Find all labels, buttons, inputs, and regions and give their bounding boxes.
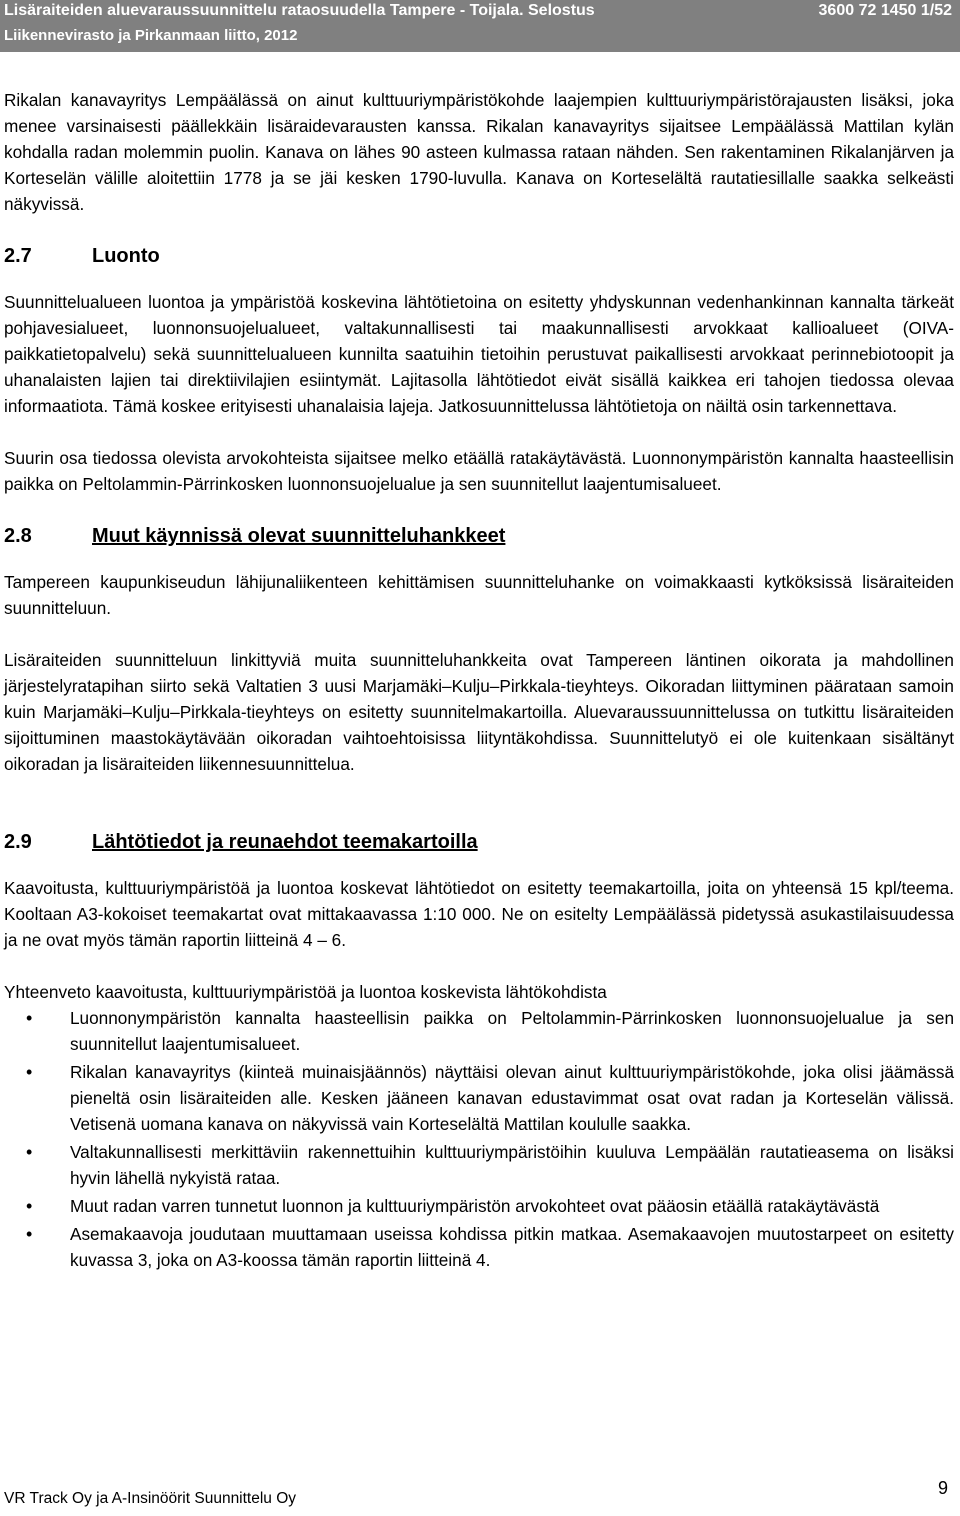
- footer-company: VR Track Oy ja A-Insinöörit Suunnittelu Oy: [4, 1490, 297, 1507]
- section-2-7-paragraph-2: Suurin osa tiedossa olevista arvokohteista sijaitsee melko etäällä ratakäytävästä. Luonnonympäristön kannalta haasteellisin paikka on Peltolammin-Pärrinkosken luonnonsuojelualue ja sen suunnitellut laajentumisalueet.: [4, 448, 954, 494]
- section-number: 2.9: [4, 831, 32, 853]
- page-header: [0, 0, 960, 52]
- document-page-ref: 3600 72 1450 1/52: [818, 2, 952, 19]
- document-subtitle: Liikennevirasto ja Pirkanmaan liitto, 2012: [4, 27, 298, 44]
- list-item: • Rikalan kanavayritys (kiinteä muinaisjäännös) näyttäisi olevan ainut kulttuuriympäristökohde, joka olisi jäämässä pieneltä osin lisäraiteiden alle. Kesken jääneen kanavan edustavimmat osat ovat radan ja Korteselän välissä. Vetisenä uomana kanava on näkyvissä vain Korteselältä Mattilan koululle saakka.: [70, 1059, 954, 1137]
- section-2-7-paragraph-1: Suunnittelualueen luontoa ja ympäristöä koskevina lähtötietoina on esitetty yhdyskunnan vedenhankinnan kannalta tärkeät pohjavesialueet, luonnonsuojelualueet, valtakunnallisesti tai maakunnallisesti arvokkaat kallioalueet (OIVA-paikkatietopalvelu) sekä suunnittelualueen kunnilta saatuihin tietoihin perustuvat paikallisesti arvokkaat perinnebiotoopit ja uhanalaisten lajien tai direktiivilajien esiintymät. Lajitasolla lähtötiedot eivät sisällä kaikkea eri tahojen tiedossa olevaa informaatiota. Tämä koskee erityisesti uhanalaisia lajeja. Jatkosuunnittelussa lähtötietoja on näiltä osin tarkennettava.: [4, 292, 954, 416]
- list-item: • Muut radan varren tunnetut luonnon ja kulttuuriympäristön arvokohteet ovat pääosin etäällä ratakäytävästä: [70, 1193, 954, 1219]
- summary-lead: Yhteenveto kaavoitusta, kulttuuriympäristöä ja luontoa koskevista lähtökohdista: [4, 982, 607, 1002]
- document-title: Lisäraiteiden aluevaraussuunnittelu rataosuudella Tampere - Toijala. Selostus: [4, 2, 595, 19]
- footer-page-number: 9: [937, 1478, 948, 1498]
- section-2-9-paragraph-1: Kaavoitusta, kulttuuriympäristöä ja luontoa koskevat lähtötiedot on esitetty teemakartoilla, joita on yhteensä 15 kpl/teema. Kooltaan A3-kokoiset teemakartat ovat mittakaavassa 1:10 000. Ne on esitelty Lempäälässä pidetyssä asukastilaisuudessa ja ne ovat myös tämän raportin liitteinä 4 – 6.: [4, 878, 954, 950]
- section-title: Muut käynnissä olevat suunnitteluhankkeet: [92, 525, 506, 547]
- list-item: • Asemakaavoja joudutaan muuttamaan useissa kohdissa pitkin matkaa. Asemakaavojen muutostarpeet on esitetty kuvassa 3, joka on A3-koossa tämän raportin liitteinä 4.: [70, 1221, 954, 1273]
- list-item: • Valtakunnallisesti merkittäviin rakennettuihin kulttuuriympäristöihin kuuluva Lempäälän rautatieasema on lisäksi hyvin lähellä nykyistä rataa.: [70, 1139, 954, 1191]
- section-2-8-heading: [4, 523, 954, 549]
- section-number: 2.8: [4, 525, 32, 547]
- document-body: [4, 87, 954, 1275]
- intro-paragraph: Rikalan kanavayritys Lempäälässä on ainut kulttuuriympäristökohde laajempien kulttuuriympäristörajausten lisäksi, joka menee varsinaisesti päällekkäin lisäraidevarausten kanssa. Rikalan kanavayritys sijaitsee Lempäälässä Mattilan kylän kohdalla radan molemmin puolin. Kanava on lähes 90 asteen kulmassa rataan nähden. Sen rakentaminen Rikalanjärven ja Korteselän välille aloitettiin 1778 ja se jäi kesken 1790-luvulla. Kanava on Korteselältä rautatiesillalle saakka selkeästi näkyvissä.: [4, 90, 954, 214]
- section-title: Lähtötiedot ja reunaehdot teemakartoilla: [92, 831, 478, 853]
- section-2-9-heading: [4, 829, 954, 855]
- section-title: Luonto: [92, 245, 160, 267]
- section-2-8-paragraph-1: Tampereen kaupunkiseudun lähijunaliikenteen kehittämisen suunnitteluhanke on voimakkaasti kytköksissä lisäraiteiden suunnitteluun.: [4, 572, 954, 618]
- summary-list: [4, 1005, 954, 1273]
- list-item: • Luonnonympäristön kannalta haasteellisin paikka on Peltolammin-Pärrinkosken luonnonsuojelualue ja sen suunnitellut laajentumisalueet.: [70, 1005, 954, 1057]
- section-number: 2.7: [4, 245, 32, 267]
- section-2-8-paragraph-2: Lisäraiteiden suunnitteluun linkittyviä muita suunnitteluhankkeita ovat Tampereen läntinen oikorata ja mahdollinen järjestelyratapihan siirto sekä Valtatien 3 uusi Marjamäki–Kulju–Pirkkala-tieyhteys. Oikoradan liittyminen päärataan samoin kuin Marjamäki–Kulju–Pirkkala-tieyhteys on esitetty suunnitelmakartoilla. Aluevaraussuunnittelussa on tutkittu lisäraiteiden sijoittuminen maastokäytävään oikoradan vaihtoehtoisissa liityntäkohdissa. Suunnittelutyö ei ole kuitenkaan sisältänyt oikoradan ja lisäraiteiden liikennesuunnittelua.: [4, 650, 954, 774]
- section-2-7-heading: [4, 243, 954, 269]
